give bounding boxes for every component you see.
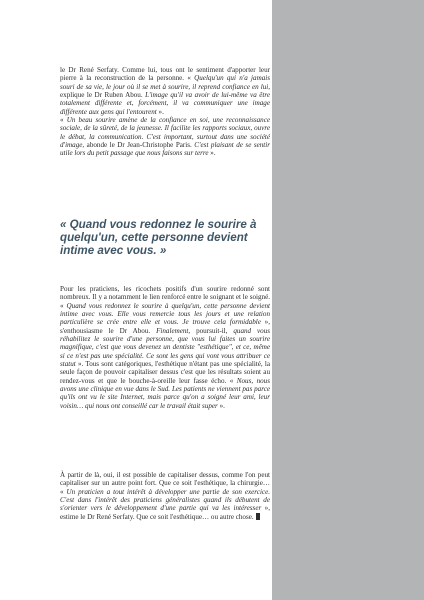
text-span: », s'enthousiasme le Dr Abou.	[60, 318, 270, 335]
quote-text: Un praticien a tout intérêt à développer une partie de son exercice. C'est dans l'intérêt des praticiens généralistes quand ils débutent de s'orienter vers le développement d'une partie qui va les intéresser	[60, 487, 270, 513]
text-span: ».	[217, 401, 225, 410]
paragraph	[60, 66, 270, 116]
text-span: explique le Dr Ruben Abou.	[60, 91, 146, 100]
paragraph	[60, 285, 270, 410]
quote-text: quand vous réhabilitez le sourire d'une personne, que vous lui faites un sourire magnifique, c'est que vous devenez un dentiste "esthétique", et ce, même si ce n'est pas une spécialité. Ce sont les gens qui vont vous attribuer ce statut	[60, 326, 270, 369]
quote-text: L'image qu'il va avoir de lui-même va être totalement différente et, forcément, il va communiquer une image différente aux gens qui l'entourent	[60, 91, 270, 116]
quote-text: Quand vous redonnez le sourire à quelqu'un, cette personne devient intime avec vous. Elle vous remercie tous les jours et une relation particulière se crée entre elle et vous. Je trouve cela formidable	[60, 301, 270, 327]
pull-quote: « Quand vous redonnez le sourire à quelqu'un, cette personne devient intime avec vous. »	[60, 218, 257, 257]
quote-text: C'est plaisant de se sentir utile lors du petit passage que nous faisons sur terre	[60, 141, 270, 158]
text-column-top	[60, 66, 270, 158]
quote-text: Un beau sourire amène de la confiance en soi, une reconnaissance sociale, de la sûreté, de la jeunesse. Il facilite les rapports sociaux, ouvre le débat, la communication. C'est important, surtout dans une société d'image,	[60, 116, 270, 150]
text-column-middle	[60, 285, 270, 410]
paragraph	[60, 471, 270, 521]
text-span: abonde le Dr Jean-Christophe Paris.	[84, 141, 195, 150]
text-span: Pour les praticiens, les ricochets positifs d'un sourire redonné sont nombreux. Il y a notamment le lien renforcé entre le soignant et le soigné. «	[60, 285, 270, 310]
quote-text: Finalement	[156, 326, 189, 335]
text-span: le Dr René Serfaty. Comme lui, tous ont le sentiment d'apporter leur pierre à la reconstruction de la personne. «	[60, 66, 270, 83]
text-span: , poursuit-il,	[188, 326, 234, 335]
text-span: ».	[208, 149, 216, 158]
text-span: ».	[156, 107, 164, 116]
quote-text: Quelqu'un qui n'a jamais souri de sa vie, le jour où il se met à sourire, il reprend confiance en lui,	[60, 74, 270, 91]
gray-side-panel	[272, 0, 424, 600]
text-span: », estime le Dr René Serfaty. Que ce soit l'esthétique… ou autre chose.	[60, 504, 270, 521]
text-span: «	[60, 116, 67, 125]
quote-text: Nous, nous avons une clinique en vue dans le Sud. Les patients ne viennent pas parce qu'ils ont vu le site Internet, mais parce qu'on a soigné leur ami, leur voisin… qui nous ont conseillé car le travail était super	[60, 376, 270, 410]
text-column-bottom	[60, 471, 270, 521]
text-span: À partir de là, oui, il est possible de capitaliser dessus, comme l'on peut capitaliser sur un autre point fort. Que ce soit l'esthétique, la chirurgie… «	[60, 471, 270, 496]
paragraph	[60, 116, 270, 158]
text-span: ». Tous sont catégoriques, l'esthétique n'étant pas une spécialité, la seule façon de pouvoir capitaliser dessus c'est que les résultats soient au rendez-vous et que le bouche-à-oreille leur fasse écho. «	[60, 360, 270, 385]
end-of-article-mark	[256, 513, 260, 520]
